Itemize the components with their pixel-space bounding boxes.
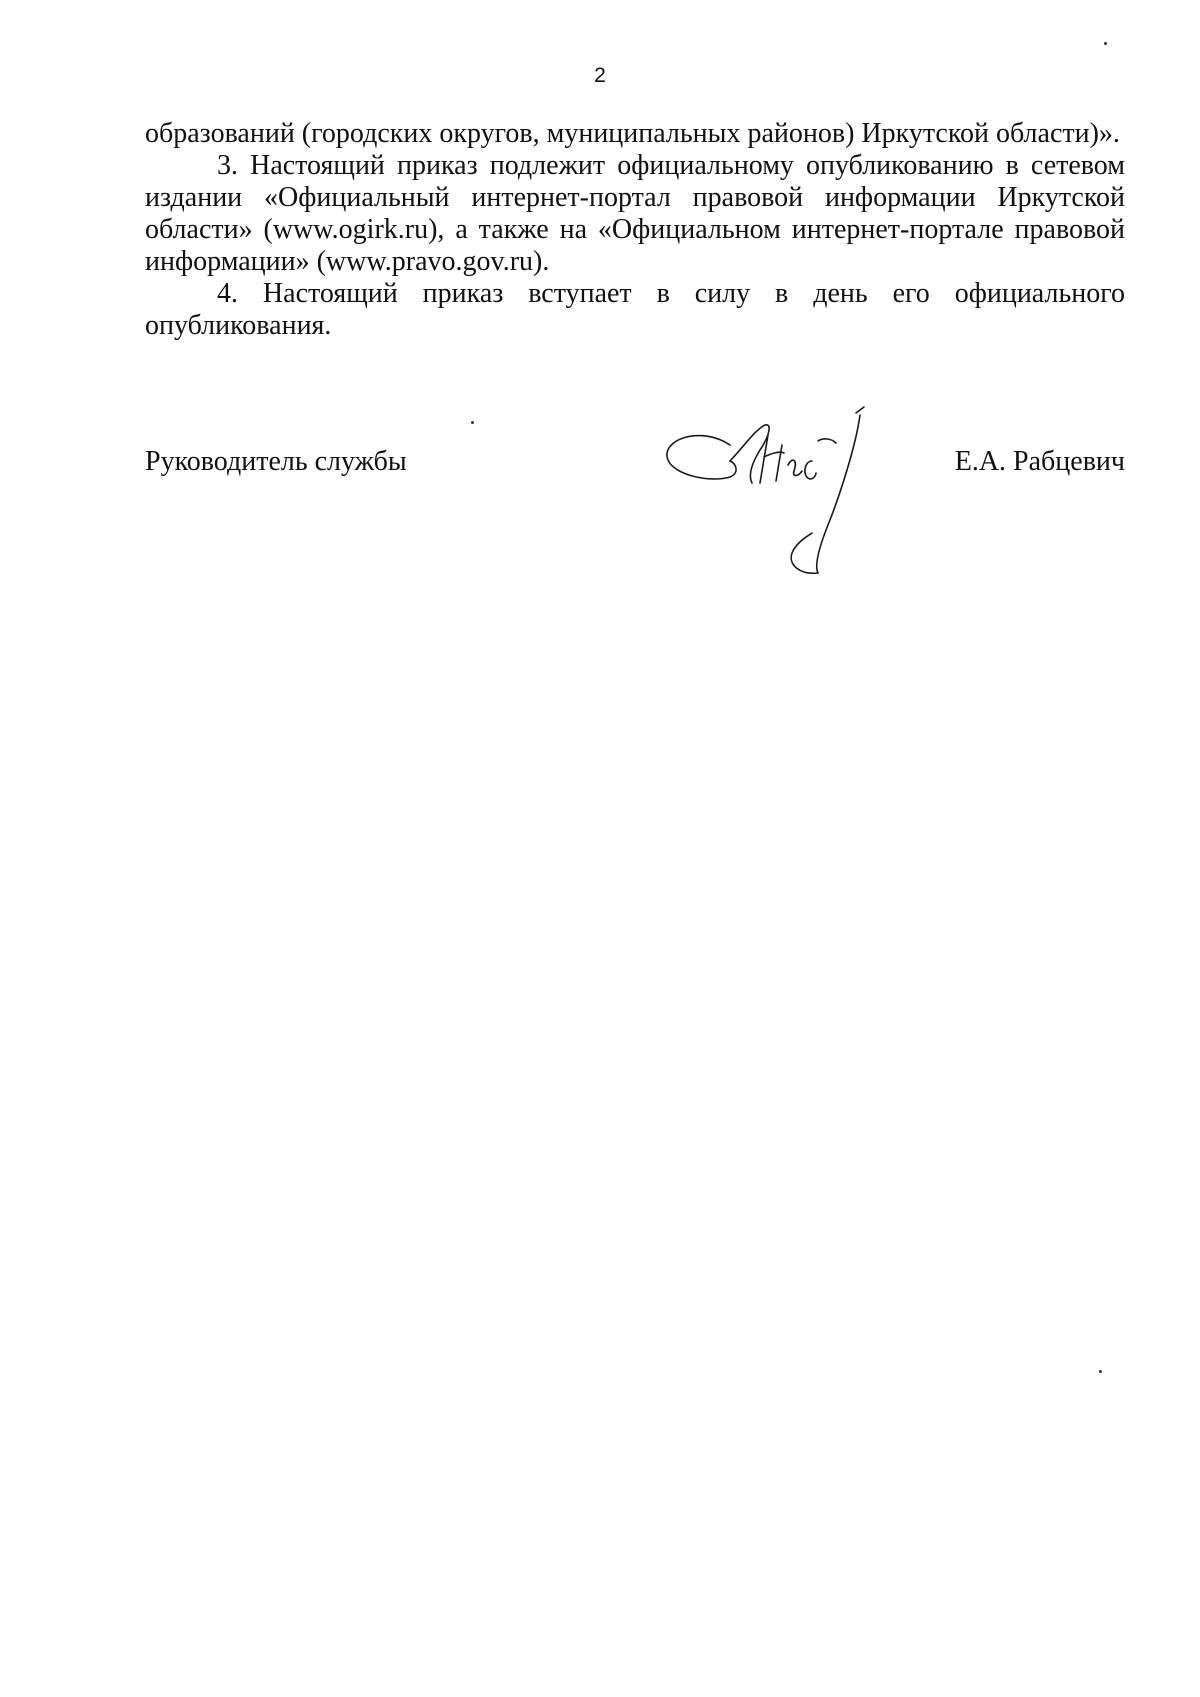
signatory-position: Руководитель службы	[145, 446, 407, 477]
page-number: 2	[594, 64, 606, 87]
signatory-name: Е.А. Рабцевич	[954, 446, 1125, 477]
paragraph-publication: 3. Настоящий приказ подлежит официальному опубликованию в сетевом издании «Официальный интернет-портал правовой информации Иркутской области» (www.ogirk.ru), а также на «Официальном интернет-портале правовой информации» (www.pravo.gov.ru).	[145, 150, 1125, 277]
handwritten-signature-icon	[660, 405, 900, 595]
scan-speck	[471, 421, 474, 424]
document-body	[145, 118, 1125, 342]
paragraph-effective-date: 4. Настоящий приказ вступает в силу в день его официального опубликования.	[145, 278, 1125, 341]
scan-speck	[1099, 1370, 1102, 1373]
scan-speck	[1104, 42, 1107, 45]
paragraph-continuation: образований (городских округов, муниципальных районов) Иркутской области)».	[145, 118, 1120, 149]
